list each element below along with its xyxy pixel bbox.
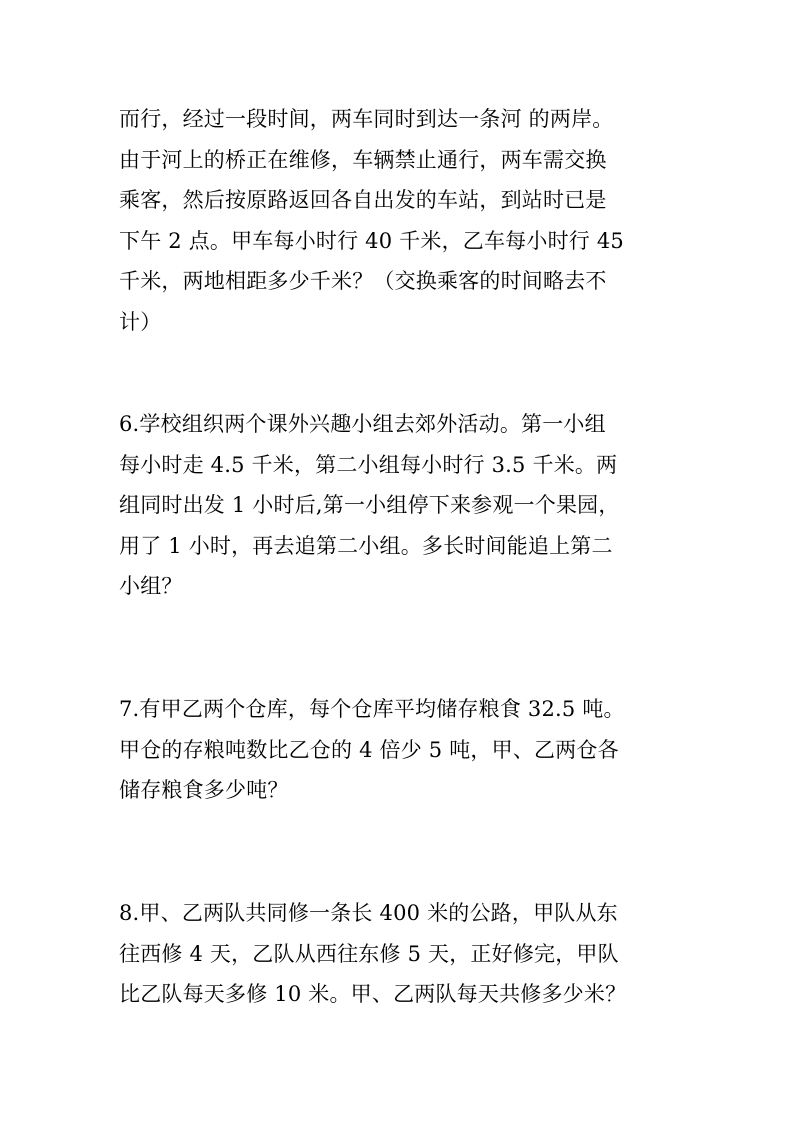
text-line: 千米，两地相距多少千米？（交换乘客的时间略去不 [119,269,607,293]
text-line: 组同时出发 1 小时后,第一小组停下来参观一个果园， [119,493,620,517]
text-line: 乘客，然后按原路返回各自出发的车站，到站时已是 [119,188,607,212]
problem-5-continuation [119,99,679,342]
text-line: 6.学校组织两个课外兴趣小组去郊外活动。第一小组 [119,412,606,436]
text-line: 每小时走 4.5 千米，第二小组每小时行 3.5 千米。两 [119,452,618,477]
problem-6 [119,404,679,607]
text-line: 7.有甲乙两个仓库，每个仓库平均储存粮食 32.5 吨。 [119,697,625,721]
problem-8 [119,893,679,1015]
problem-7 [119,689,679,811]
text-line: 比乙队每天多修 10 米。甲、乙两队每天共修多少米？ [119,982,627,1006]
text-line: 下午 2 点。甲车每小时行 40 千米，乙车每小时行 45 [119,228,624,253]
text-line: 8.甲、乙两队共同修一条长 400 米的公路，甲队从东 [119,901,618,925]
text-line: 小组？ [119,574,183,598]
text-line: 往西修 4 天，乙队从西往东修 5 天，正好修完，甲队 [119,941,619,966]
text-line: 甲仓的存粮吨数比乙仓的 4 倍少 5 吨，甲、乙两仓各 [119,737,619,762]
text-line: 而行，经过一段时间，两车同时到达一条河 的两岸。 [119,107,614,131]
text-line: 由于河上的桥正在维修，车辆禁止通行，两车需交换 [119,147,607,172]
text-line: 用了 1 小时，再去追第二小组。多长时间能追上第二 [119,533,613,558]
text-line: 储存粮食多少吨？ [119,778,289,802]
text-line: 计） [119,309,162,334]
